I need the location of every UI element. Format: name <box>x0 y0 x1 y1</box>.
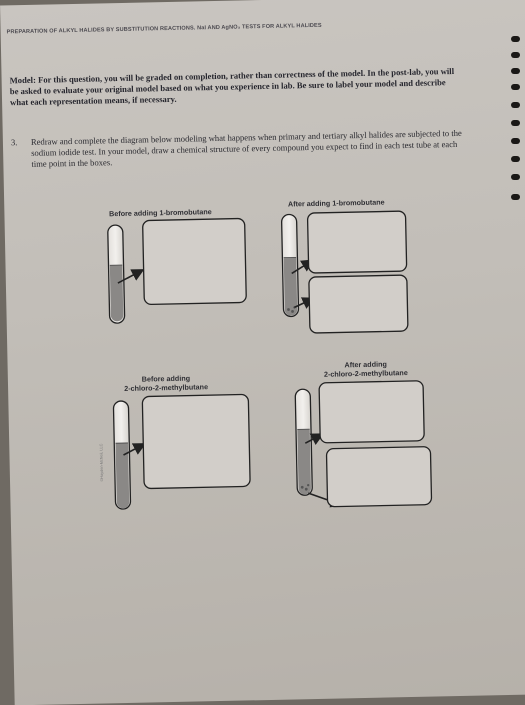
binding-hole <box>511 120 520 126</box>
binding-hole <box>511 36 520 42</box>
box-after-2-chloro-2-methylbutane-bottom <box>326 447 431 507</box>
tube-before-1-bromobutane <box>108 225 125 323</box>
box-after-1-bromobutane-bottom <box>309 275 408 333</box>
copyright-notice: ©Hayden-McNeil, LLC <box>99 441 104 481</box>
box-after-1-bromobutane-top <box>307 211 406 273</box>
label-before-2-chloro-2-methylbutane-line1: Before adding <box>106 373 226 385</box>
tube-after-1-bromobutane <box>281 214 298 316</box>
box-before-2-chloro-2-methylbutane <box>142 394 250 488</box>
binding-hole <box>511 68 520 74</box>
tube-after-2-chloro-2-methylbutane <box>295 389 312 495</box>
box-before-1-bromobutane <box>143 218 247 304</box>
label-after-2-chloro-2-methylbutane-line1: After adding <box>296 358 436 370</box>
label-after-2-chloro-2-methylbutane-line2: 2-chloro-2-methylbutane <box>296 367 436 379</box>
spiral-binding <box>507 0 525 700</box>
page-header: PREPARATION OF ALKYL HALIDES BY SUBSTITUTION REACTIONS. NaI AND AgNO₃ TESTS FOR ALKYL HALIDES <box>7 23 322 36</box>
binding-hole <box>511 102 520 108</box>
question-number: 3. <box>11 137 18 147</box>
binding-hole <box>511 156 520 162</box>
label-before-2-chloro-2-methylbutane-line2: 2-chloro-2-methylbutane <box>106 382 226 394</box>
binding-hole <box>511 52 520 58</box>
tube-before-2-chloro-2-methylbutane <box>113 401 130 509</box>
label-before-1-bromobutane: Before adding 1-bromobutane <box>90 207 230 219</box>
label-after-1-bromobutane: After adding 1-bromobutane <box>266 197 406 209</box>
model-instructions: Model: For this question, you will be graded on completion, rather than correctness of the model. In the post-lab, you will be asked to evaluate your original model based on what you experience in lab. Be sure to label your model and describe what each representation means, if necessary. <box>10 66 459 108</box>
question-text: Redraw and complete the diagram below modeling what happens when primary and tertiary alkyl halides are subjected to the sodium iodide test. In your model, draw a chemical structure of every compound you expect to find in each test tube at each time point in the boxes. <box>31 128 464 170</box>
binding-hole <box>511 84 520 90</box>
binding-hole <box>511 138 520 144</box>
box-after-2-chloro-2-methylbutane-top <box>319 381 424 443</box>
binding-hole <box>511 174 520 180</box>
binding-hole <box>511 194 520 200</box>
